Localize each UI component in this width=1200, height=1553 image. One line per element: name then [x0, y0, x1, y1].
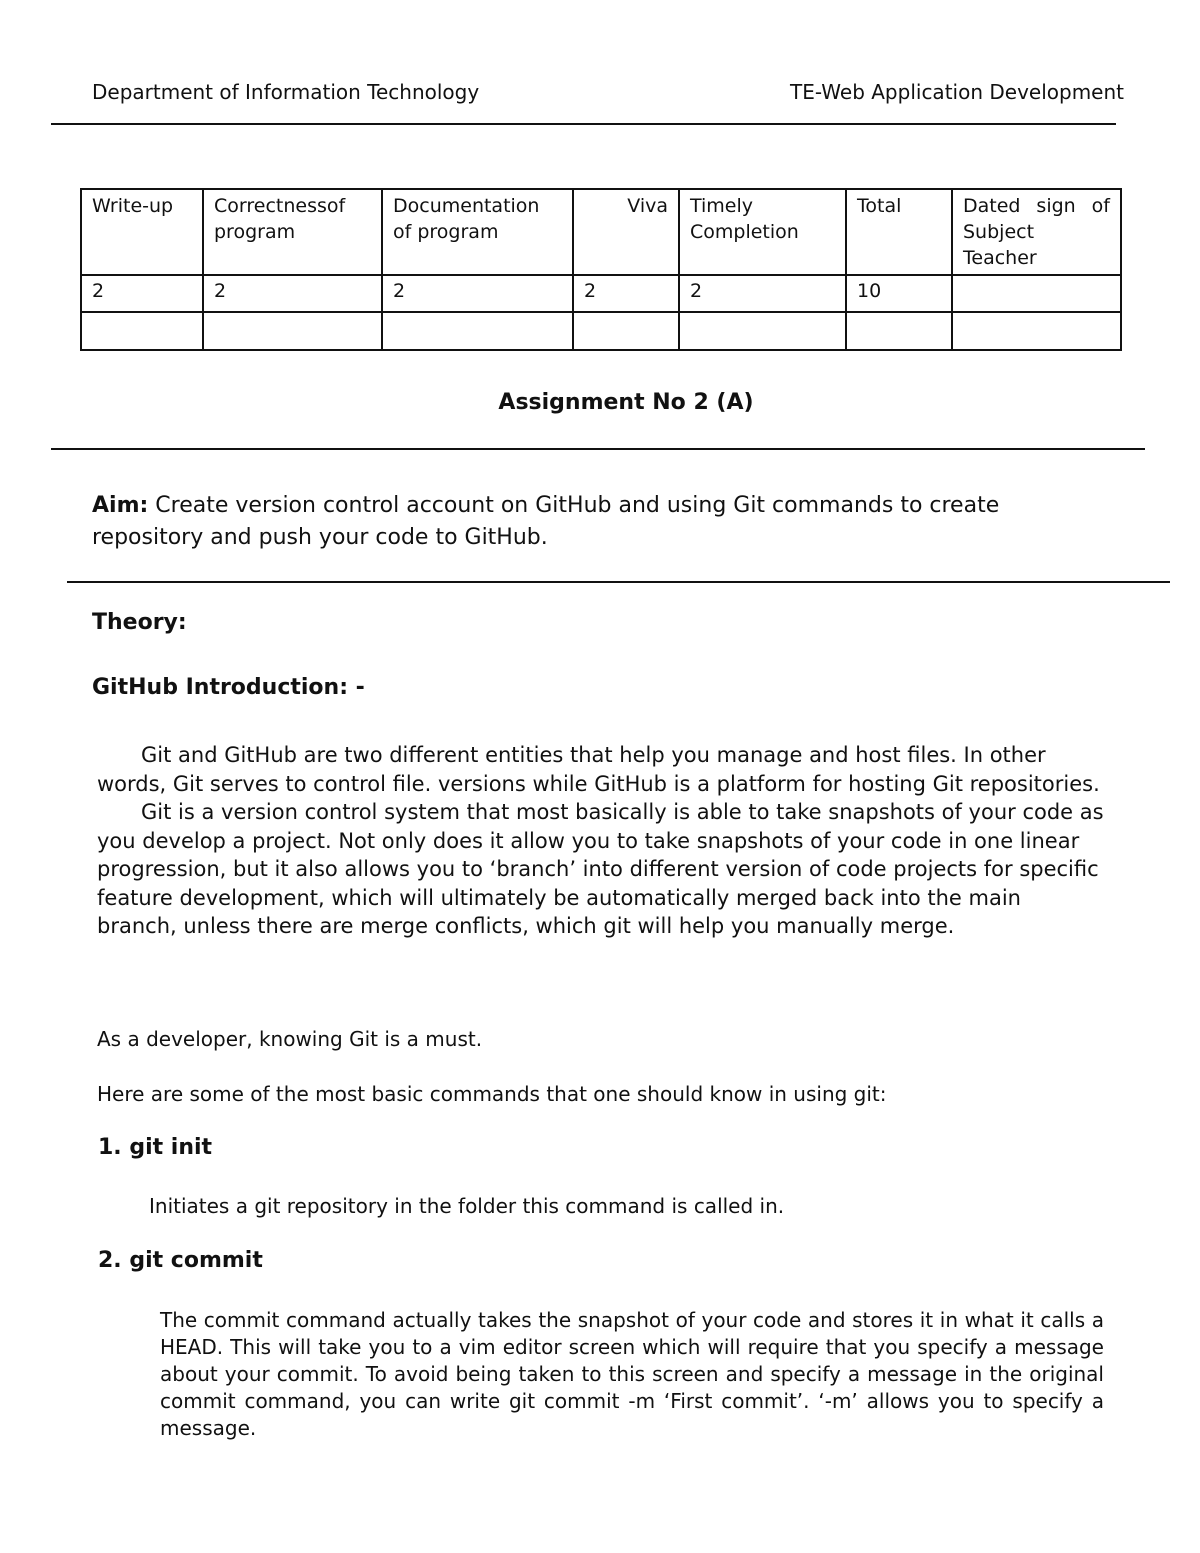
- marks-cell: 2: [81, 275, 203, 312]
- marks-cell: 2: [382, 275, 573, 312]
- theory-heading: Theory:: [92, 610, 187, 635]
- header-cell: Dated sign of Subject Teacher: [952, 189, 1121, 275]
- obtained-marks-row: [81, 312, 1121, 350]
- obtained-cell: [81, 312, 203, 350]
- aim-label: Aim:: [92, 493, 149, 518]
- marks-cell: [952, 275, 1121, 312]
- header-divider: [51, 123, 1116, 125]
- marks-cell: 10: [846, 275, 952, 312]
- grade-table: [80, 188, 1122, 351]
- aim-text: Create version control account on GitHub and using Git commands to create repository and push your code to GitHub.: [92, 493, 1000, 550]
- obtained-cell: [846, 312, 952, 350]
- command-title: 1. git init: [98, 1135, 213, 1160]
- header-cell: Timely Completion: [679, 189, 846, 275]
- aim-divider: [67, 581, 1170, 583]
- header-cell: Documentation of program: [382, 189, 573, 275]
- max-marks-row: [81, 275, 1121, 312]
- assignment-title: Assignment No 2 (A): [498, 390, 754, 415]
- department-name: Department of Information Technology: [92, 80, 480, 104]
- obtained-cell: [203, 312, 382, 350]
- theory-body: [97, 741, 1107, 941]
- header-cell: Viva: [573, 189, 679, 275]
- github-intro-heading: GitHub Introduction: -: [92, 675, 365, 700]
- marks-cell: 2: [203, 275, 382, 312]
- paragraph: Git and GitHub are two different entities that help you manage and host files. In other words, Git serves to control file. versions while GitHub is a platform for hosting Git repositories.: [97, 743, 1100, 796]
- header-cell: Total: [846, 189, 952, 275]
- paragraph: Git is a version control system that most basically is able to take snapshots of your code as you develop a project. Not only does it allow you to take snapshots of your code in one linear progression, but it also allows you to ‘branch’ into different version of code projects for specific feature development, which will ultimately be automatically merged back into the main branch, unless there are merge conflicts, which git will help you manually merge.: [97, 800, 1104, 938]
- paragraph: As a developer, knowing Git is a must.: [97, 1027, 483, 1051]
- grade-header-row: [81, 189, 1121, 275]
- obtained-cell: [952, 312, 1121, 350]
- title-divider: [51, 448, 1145, 450]
- command-description: Initiates a git repository in the folder this command is called in.: [149, 1194, 785, 1218]
- paragraph: Here are some of the most basic commands that one should know in using git:: [97, 1082, 887, 1106]
- obtained-cell: [679, 312, 846, 350]
- command-title: 2. git commit: [98, 1248, 263, 1273]
- header-cell: Correctnessof program: [203, 189, 382, 275]
- marks-cell: 2: [679, 275, 846, 312]
- command-description: The commit command actually takes the snapshot of your code and stores it in what it calls a HEAD. This will take you to a vim editor screen which will require that you specify a message about your commit. To avoid being taken to this screen and specify a message in the original commit command, you can write git commit -m ‘First commit’. ‘-m’ allows you to specify a message.: [160, 1308, 1104, 1440]
- header-cell: Write-up: [81, 189, 203, 275]
- obtained-cell: [382, 312, 573, 350]
- obtained-cell: [573, 312, 679, 350]
- course-name: TE-Web Application Development: [790, 80, 1124, 104]
- aim-section: [92, 490, 1092, 554]
- marks-cell: 2: [573, 275, 679, 312]
